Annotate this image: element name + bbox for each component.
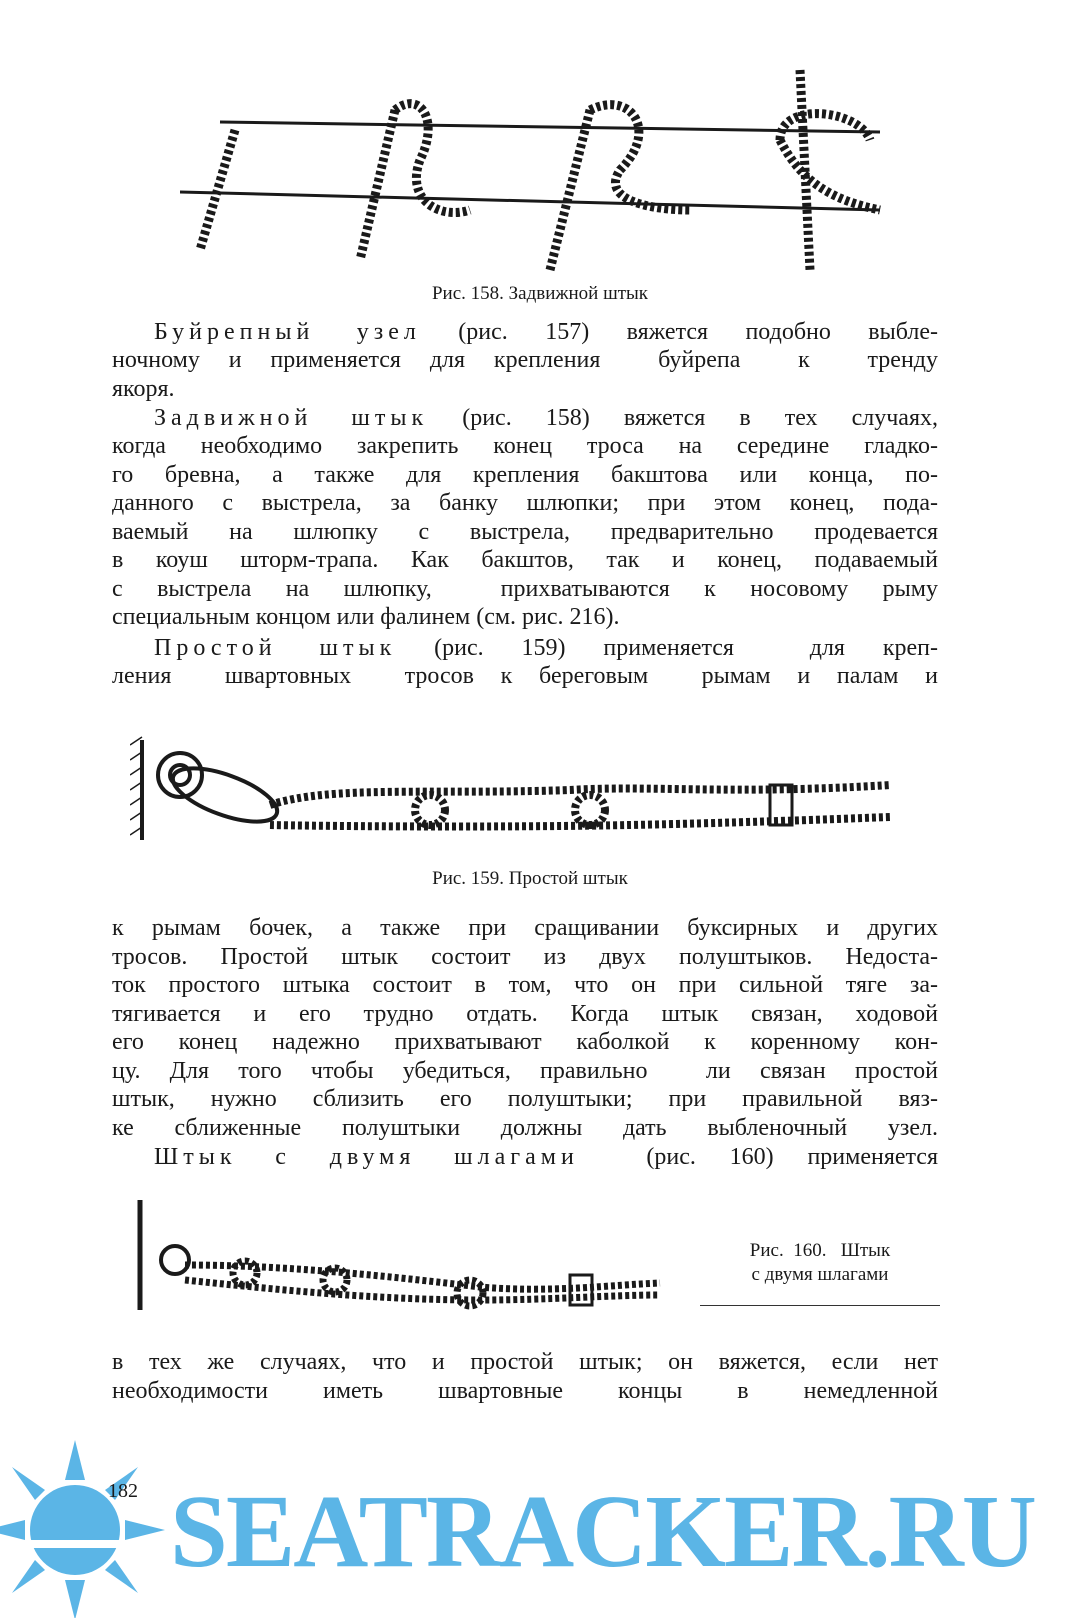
line-text: к рымам бочек, а также при сращивании буксирных и других — [112, 915, 938, 941]
text-line — [112, 914, 938, 942]
figure-160-caption-line-1: Рис. 160. Штык — [749, 1240, 891, 1261]
text-line — [112, 346, 938, 374]
text-line — [112, 575, 938, 603]
text-line — [112, 1057, 938, 1085]
line-text: (рис. 159) применяется для крeп- — [396, 635, 938, 661]
page-number: 182 — [108, 1480, 138, 1502]
text-line — [112, 375, 938, 403]
line-text: (рис. 157) вяжется подобно выбле- — [420, 319, 938, 345]
spaced-term: Простой штык — [154, 635, 397, 661]
text-line — [112, 1114, 938, 1142]
text-line — [112, 971, 938, 999]
text-line — [112, 546, 938, 574]
figure-160-caption-line-2: с двумя шлагами — [751, 1264, 889, 1285]
line-text: тягивается и его трудно отдать. Когда штык связан, ходовой — [112, 1001, 938, 1027]
text-line — [112, 432, 938, 460]
text-line — [112, 1143, 938, 1171]
text-line — [112, 1377, 938, 1405]
watermark-sun-icon — [0, 1420, 170, 1618]
line-text: в тех же случаях, что и простой штык; он вяжется, если нет — [112, 1349, 938, 1375]
line-text: ления швартовных тросов к береговым рымам и палам и — [112, 663, 938, 689]
figure-159-illustration — [130, 735, 910, 855]
spaced-term: Штык с двумя шлагами — [154, 1144, 579, 1170]
figure-158-caption: Рис. 158. Задвижной штык — [431, 283, 649, 304]
text-line — [112, 1348, 938, 1376]
line-text: данного с выстрела, за банку шлюпки; при этом конец, пода- — [112, 490, 938, 516]
text-line — [112, 1085, 938, 1113]
line-text: якоря. — [112, 376, 175, 402]
spaced-term: Буйрепный узел — [154, 319, 421, 345]
line-text: его конец надежно прихватывают каболкой к коренному кон- — [112, 1029, 938, 1055]
line-text: в коуш шторм-трапа. Как бакштов, так и конец, подаваемый — [112, 547, 938, 573]
text-line — [112, 489, 938, 517]
line-text: (рис. 160) применяется — [578, 1144, 938, 1170]
line-text: го бревна, а также для крепления бакштова или конца, по- — [112, 462, 938, 488]
line-text: тросов. Простой штык состоит из двух полуштыков. Недоста- — [112, 944, 938, 970]
figure-159-caption: Рис. 159. Простой штык — [432, 868, 628, 889]
watermark-text: SEATRACKER.RU — [170, 1474, 1035, 1589]
text-line — [112, 662, 938, 690]
line-text: специальным концом или фалинем (см. рис. 216). — [112, 604, 620, 630]
line-text: цу. Для того чтобы убедиться, правильно ли связан простой — [112, 1058, 938, 1084]
text-line — [112, 1028, 938, 1056]
figure-160-illustration — [130, 1195, 690, 1315]
line-text: необходимости иметь швартовные концы в немедленной — [112, 1378, 938, 1404]
text-line — [112, 518, 938, 546]
text-line — [112, 603, 938, 631]
text-line — [112, 634, 938, 662]
line-text: ночному и применяется для крепления буйрепа к тренду — [112, 347, 938, 373]
line-text: штык, нужно сблизить его полуштыки; при правильной вяз- — [112, 1086, 938, 1112]
line-text: когда необходимо закрепить конец троса на середине гладко- — [112, 433, 938, 459]
text-line — [112, 943, 938, 971]
text-line — [112, 404, 938, 432]
text-line — [112, 1000, 938, 1028]
text-line — [112, 461, 938, 489]
caption-rule — [700, 1305, 940, 1306]
spaced-term: Задвижной штык — [154, 405, 429, 431]
line-text: ток простого штыка состоит в том, что он при сильной тяге за- — [112, 972, 938, 998]
text-line — [112, 318, 938, 346]
line-text: ваемый на шлюпку с выстрела, предварительно продевается — [112, 519, 938, 545]
line-text: с выстрела на шлюпку, прихватываются к носовому рыму — [112, 576, 938, 602]
line-text: (рис. 158) вяжется в тех случаях, — [428, 405, 938, 431]
figure-158-illustration — [180, 60, 900, 280]
line-text: ке сближенные полуштыки должны дать выбленочный узел. — [112, 1115, 938, 1141]
